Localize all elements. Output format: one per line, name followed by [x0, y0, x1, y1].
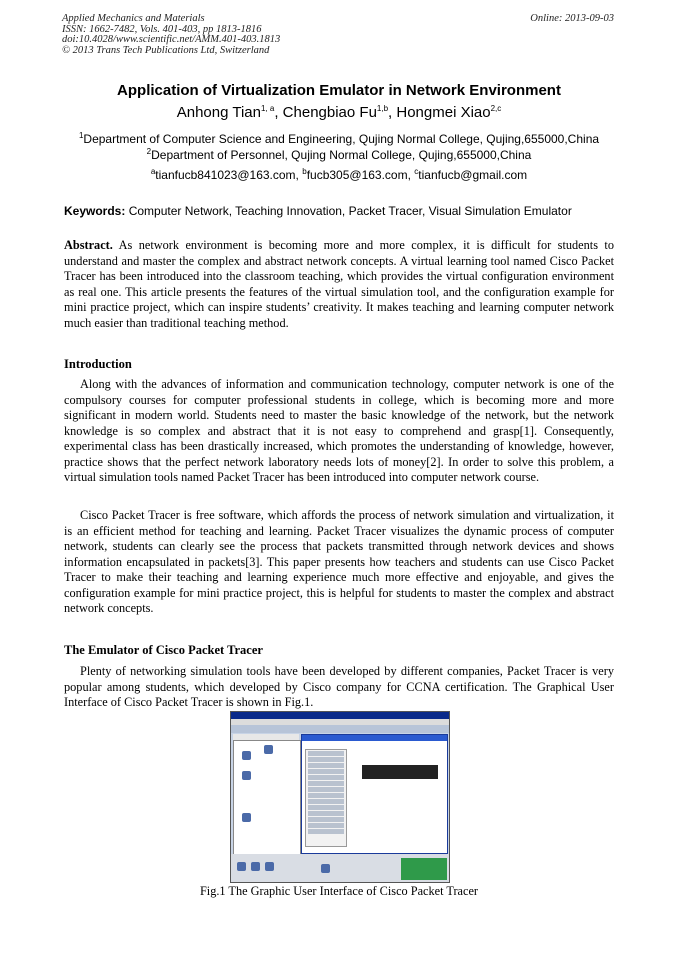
email-list [0, 167, 678, 182]
fig-dialog-titlebar [302, 735, 447, 741]
online-date: Online: 2013-09-03 [530, 13, 614, 24]
fig-titlebar [231, 712, 449, 719]
author-name: Hongmei Xiao [396, 104, 491, 121]
affiliation-text: Department of Computer Science and Engineering, Qujing Normal College, Qujing,655000,China [83, 132, 600, 146]
intro-paragraph-1: Along with the advances of information and communication technology, computer network is one of the compulsory courses for computer professional students in college, which is becoming more and more significant in modern world. Students need to master the basic knowledge of the network, but the network knowledge is so complex and abstract that it is not easy to comprehend and grasp[1]. Consequently, experimental class has been drastically increased, which promotes the understanding of knowledge, however, practice shows that the perfect network laboratory needs lots of money[2]. In order to solve this problem, a virtual simulation tools named Packet Tracer has been introduced into computer network course. [64, 377, 614, 484]
paper-title: Application of Virtualization Emulator in Network Environment [117, 82, 561, 99]
fig-panel-icon [251, 862, 260, 871]
intro-paragraph-2: Cisco Packet Tracer is free software, which affords the process of network simulation and virtualization, it is an efficient method for teaching and learning. Packet Tracer visualizes the dynamic process of computer network, students can clearly see the process that packets transmitted through network devices and shows information encapsulated in packets[3]. This paper presents how teachers and students can use Cisco Packet Tracer to make their teaching and learning experience much more effective and enjoyable, and gives the configuration example for mini practice project, this is helpful for students to master the complex and abstract network concepts. [64, 508, 614, 615]
author-name: Chengbiao Fu [282, 104, 377, 121]
author-sup: 1, a [260, 104, 275, 113]
keywords-text: Computer Network, Teaching Innovation, Packet Tracer, Visual Simulation Emulator [128, 204, 572, 218]
figure-packet-tracer-screenshot [230, 711, 450, 883]
fig-workspace [233, 740, 301, 856]
emulator-paragraph-1: Plenty of networking simulation tools have been developed by different companies, Packet Tracer is very popular among students, which developed by Cisco company for CCNA certification. The Graphical User Interface of Cisco Packet Tracer is shown in Fig.1. [64, 664, 614, 709]
running-header [62, 14, 280, 56]
keywords-label: Keywords: [64, 204, 126, 218]
fig-device-icon [242, 751, 251, 760]
email: tianfucb841023@163.com, [155, 168, 299, 182]
affiliation-1 [0, 131, 678, 146]
affiliation-sup: 2 [146, 147, 152, 156]
email: fucb305@163.com, [306, 168, 411, 182]
affiliation-text: Department of Personnel, Qujing Normal College, Qujing,655000,China [151, 148, 532, 162]
fig-toolbar [231, 725, 449, 733]
author-name: Anhong Tian [176, 104, 261, 121]
copyright-line: © 2013 Trans Tech Publications Ltd, Switzerland [62, 44, 270, 56]
affiliation-2 [0, 147, 678, 162]
section-heading-emulator: The Emulator of Cisco Packet Tracer [64, 643, 263, 657]
fig-physical-device [362, 765, 438, 779]
keywords [64, 204, 624, 218]
issn-line: ISSN: 1662-7482, Vols. 401-403, pp 1813-1816 [62, 23, 262, 35]
abstract-label: Abstract. [64, 238, 113, 252]
email-sup: b [302, 167, 307, 176]
fig-panel-icon [321, 864, 330, 873]
email-sup: a [150, 167, 156, 176]
email: tianfucb@gmail.com [418, 168, 528, 182]
author-sup: 1,b [376, 104, 389, 113]
email-sup: c [414, 167, 419, 176]
fig-device-icon [264, 745, 273, 754]
fig-device-dialog [301, 734, 448, 854]
fig-realtime-area [401, 858, 447, 880]
abstract-text: As network environment is becoming more and more complex, it is difficult for students to understand and master the complex and abstract network concepts. A virtual learning tool named Cisco Packet Tracer has been introduced into the classroom teaching, which provides the virtual configuration environment as real one. This article presents the features of the virtual simulation tool, and the configuration example for mini practice project, which can inspire students’ creativity. It makes teaching and learning computer network much easier than traditional teaching method. [64, 238, 614, 330]
affiliation-sup: 1 [78, 131, 84, 140]
author-sup: 2,c [490, 104, 502, 113]
fig-panel-icon [265, 862, 274, 871]
figure-caption: Fig.1 The Graphic User Interface of Cisco Packet Tracer [199, 884, 479, 898]
journal-name: Applied Mechanics and Materials [62, 13, 205, 24]
section-heading-introduction: Introduction [64, 357, 132, 371]
abstract [64, 238, 614, 331]
fig-panel-icon [237, 862, 246, 871]
doi-line: doi:10.4028/www.scientific.net/AMM.401-403.1813 [62, 34, 281, 45]
fig-device-icon [242, 813, 251, 822]
author-list: Anhong Tian$^{1, a}$, Chengbiao Fu$^{1,b}$, Hongmei Xiao$^{2,c}$ [176, 104, 502, 121]
fig-device-icon [242, 771, 251, 780]
fig-module-list [305, 749, 347, 847]
